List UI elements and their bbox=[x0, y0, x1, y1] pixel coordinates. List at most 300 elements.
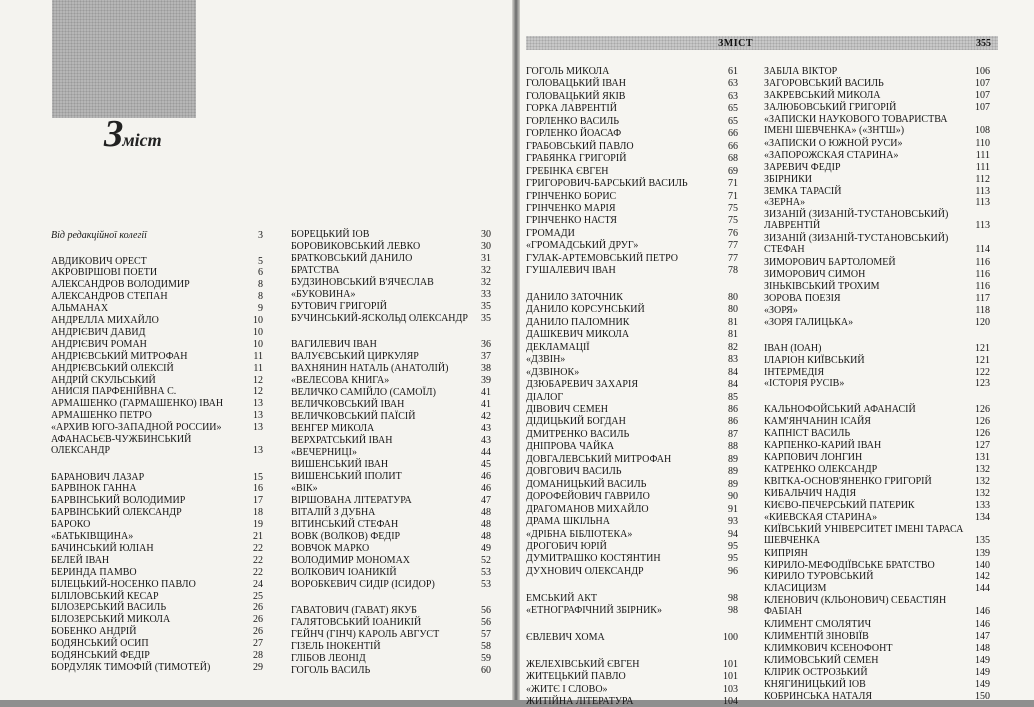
toc-entry-title: АКРОВІРШОВІ ПОЕТИ bbox=[51, 267, 158, 279]
toc-entry-title: «ДРІБНА БІБЛІОТЕКА» bbox=[526, 528, 633, 540]
toc-entry-title: Від редакційної колегії bbox=[51, 230, 147, 241]
toc-entry-title: ЖЕЛЕХІВСЬКИЙ ЄВГЕН bbox=[526, 658, 640, 670]
toc-entry-title: ДМИТРЕНКО ВАСИЛЬ bbox=[526, 428, 630, 440]
toc-entry-title: «ЗАПОРОЖСКАЯ СТАРИНА» bbox=[764, 149, 899, 161]
toc-entry-title: «ЕТНОГРАФІЧНИЙ ЗБІРНИК» bbox=[526, 605, 662, 617]
toc-entry-page: 147 bbox=[975, 631, 990, 643]
toc-entry-page: 26 bbox=[253, 626, 263, 638]
toc-entry-page: 28 bbox=[253, 650, 263, 662]
toc-entry-page: 114 bbox=[975, 244, 990, 256]
toc-entry-title: КАРПОВИЧ ЛОНГИН bbox=[764, 451, 863, 463]
toc-entry-title: ГІЗЕЛЬ ІНОКЕНТІЙ bbox=[291, 640, 381, 652]
toc-entry-page: 35 bbox=[481, 313, 491, 324]
toc-entry-title: ГЛІБОВ ЛЕОНІД bbox=[291, 652, 366, 664]
toc-entry bbox=[764, 114, 990, 136]
toc-entry-page: 93 bbox=[728, 516, 738, 528]
toc-entry-page: 149 bbox=[975, 679, 990, 691]
toc-entry-title: КОБРИНСЬКА НАТАЛЯ bbox=[764, 690, 873, 702]
toc-entry-title: ІВАН (ІОАН) bbox=[764, 342, 822, 354]
toc-entry-page: 121 bbox=[975, 354, 990, 366]
toc-entry-title: ІНТЕРМЕДІЯ bbox=[764, 366, 825, 378]
toc-entry-page: 15 bbox=[253, 471, 263, 483]
toc-entry-title: АНДРІЙ СКУЛЬСЬКИЙ bbox=[51, 374, 156, 386]
toc-entry-title: БОДЯНСЬКИЙ ФЕДІР bbox=[51, 650, 150, 662]
toc-entry-page: 66 bbox=[728, 128, 738, 140]
toc-entry-page: 112 bbox=[975, 173, 990, 185]
toc-entry-page: 85 bbox=[728, 391, 738, 403]
toc-entry-page: 86 bbox=[728, 416, 738, 428]
toc-entry-title: БАРВІНСЬКИЙ ОЛЕКСАНДР bbox=[51, 507, 182, 519]
toc-entry-page: 132 bbox=[975, 463, 990, 475]
toc-entry-title: КЛИМКОВИЧ КСЕНОФОНТ bbox=[764, 643, 893, 655]
toc-entry-page: 6 bbox=[258, 267, 263, 279]
toc-entry-page: 76 bbox=[728, 227, 738, 239]
toc-entry-title: КИБАЛЬЧИЧ НАДІЯ bbox=[764, 487, 857, 499]
toc-entry-title: ДІВОВИЧ СЕМЕН bbox=[526, 404, 608, 416]
toc-entry bbox=[764, 524, 990, 546]
toc-entry-title: «ІСТОРІЯ РУСІВ» bbox=[764, 378, 845, 390]
toc-entry-page: 149 bbox=[975, 667, 990, 679]
toc-entry-page: 47 bbox=[481, 494, 491, 506]
toc-entry-title: «ЖИТЄ І СЛОВО» bbox=[526, 683, 608, 695]
toc-entry-title: ЗИМОРОВИЧ БАРТОЛОМЕЙ bbox=[764, 257, 896, 269]
toc-entry-page: 63 bbox=[728, 90, 738, 102]
toc-entry-page: 8 bbox=[258, 291, 263, 303]
toc-entry-title: АРМАШЕНКО (ГАРМАШЕНКО) ІВАН bbox=[51, 398, 224, 410]
toc-entry bbox=[764, 233, 990, 255]
toc-entry-page: 89 bbox=[728, 453, 738, 465]
toc-entry-page: 101 bbox=[723, 671, 738, 683]
toc-entry-title: ГУШАЛЕВИЧ ІВАН bbox=[526, 265, 616, 277]
toc-entry-title: БАРВІНОК ГАННА bbox=[51, 483, 137, 495]
toc-entry-title: «ВЕЧЕРНИЦІ» bbox=[291, 446, 357, 458]
toc-entry-page: 63 bbox=[728, 78, 738, 90]
toc-entry-title: ВОВЧОК МАРКО bbox=[291, 542, 370, 554]
left-page bbox=[0, 0, 512, 700]
toc-entry-title: ГОЛОВАЦЬКИЙ ІВАН bbox=[526, 78, 626, 90]
toc-entry-title: ВЕНГЕР МИКОЛА bbox=[291, 422, 375, 434]
toc-entry-page: 116 bbox=[975, 257, 990, 269]
toc-entry-page: 110 bbox=[975, 137, 990, 149]
toc-entry-page: 121 bbox=[975, 342, 990, 354]
toc-entry-page: 95 bbox=[728, 553, 738, 565]
toc-entry-title: ЗАГОРОВСЬКИЙ ВАСИЛЬ bbox=[764, 77, 884, 89]
toc-entry-page: 81 bbox=[728, 316, 738, 328]
toc-entry-title: АНДРІЄВИЧ РОМАН bbox=[51, 338, 147, 350]
toc-entry-page: 146 bbox=[975, 606, 990, 618]
book-gutter bbox=[512, 0, 520, 700]
toc-entry-title: ГРІНЧЕНКО МАРІЯ bbox=[526, 202, 616, 214]
toc-entry-page: 113 bbox=[975, 220, 990, 232]
toc-entry-page: 10 bbox=[253, 326, 263, 338]
page-number: 355 bbox=[976, 38, 991, 49]
toc-entry-page: 84 bbox=[728, 366, 738, 378]
toc-entry-title: АФАНАСЬЄВ-ЧУЖБИНСЬКИЙ ОЛЕКСАНДР bbox=[51, 434, 192, 457]
toc-entry-page: 89 bbox=[728, 466, 738, 478]
toc-entry-title: БОРЕЦЬКИЙ ІОВ bbox=[291, 229, 370, 240]
toc-entry-page: 41 bbox=[481, 398, 491, 410]
toc-entry-title: ГУЛАК-АРТЕМОВСЬКИЙ ПЕТРО bbox=[526, 252, 679, 264]
toc-entry-title: БРАТСТВА bbox=[291, 265, 340, 276]
toc-entry-title: ГАВАТОВИЧ (ГАВАТ) ЯКУБ bbox=[291, 604, 417, 616]
toc-entry-title: ГРОМАДИ bbox=[526, 227, 575, 239]
toc-entry-page: 118 bbox=[975, 305, 990, 316]
toc-entry-page: 116 bbox=[975, 281, 990, 293]
toc-entry-title: ВАГИЛЕВИЧ ІВАН bbox=[291, 338, 377, 350]
toc-entry-title: АНДРЕЛЛА МИХАЙЛО bbox=[51, 315, 159, 327]
toc-entry-title: ВИШЕНСЬКИЙ ІПОЛИТ bbox=[291, 470, 402, 482]
toc-entry-title: КАТРЕНКО ОЛЕКСАНДР bbox=[764, 463, 878, 475]
toc-entry-page: 66 bbox=[728, 140, 738, 152]
toc-entry-title: АЛЕКСАНДРОВ ВОЛОДИМИР bbox=[51, 279, 190, 291]
toc-entry-page: 60 bbox=[481, 664, 491, 676]
toc-entry-title: ЗАРЕВИЧ ФЕДІР bbox=[764, 161, 841, 173]
toc-entry-title: БАЧИНСЬКИЙ ЮЛІАН bbox=[51, 542, 154, 554]
toc-entry-page: 22 bbox=[253, 554, 263, 566]
toc-entry-title: «БУКОВИНА» bbox=[291, 289, 356, 300]
toc-entry-title: ГРІНЧЕНКО НАСТЯ bbox=[526, 215, 617, 227]
toc-entry-title: ГОРЛЕНКО ЙОАСАФ bbox=[526, 128, 622, 140]
toc-entry-page: 21 bbox=[253, 531, 263, 543]
toc-entry-title: КЛИМОВСЬКИЙ СЕМЕН bbox=[764, 655, 879, 667]
toc-entry-title: ВАХНЯНИН НАТАЛЬ (АНАТОЛІЙ) bbox=[291, 362, 449, 374]
toc-entry-title: «ЗОРЯ» bbox=[764, 305, 798, 316]
toc-entry-title: ГОГОЛЬ МИКОЛА bbox=[526, 66, 610, 77]
toc-entry-title: ГОРКА ЛАВРЕНТІЙ bbox=[526, 103, 617, 115]
toc-entry-title: КВІТКА-ОСНОВ'ЯНЕНКО ГРИГОРІЙ bbox=[764, 475, 932, 487]
toc-entry-page: 146 bbox=[975, 619, 990, 631]
toc-entry-title: БРАТКОВСЬКИЙ ДАНИЛО bbox=[291, 253, 413, 264]
toc-entry-title: ГАЛЯТОВСЬКИЙ ІОАНИКІЙ bbox=[291, 616, 422, 628]
toc-entry-title: ДЗЮБАРЕВИЧ ЗАХАРІЯ bbox=[526, 379, 638, 391]
toc-entry-page: 30 bbox=[481, 229, 491, 240]
toc-entry-title: АРМАШЕНКО ПЕТРО bbox=[51, 410, 152, 422]
toc-entry-title: ДНІПРОВА ЧАЙКА bbox=[526, 441, 615, 453]
toc-entry-page: 39 bbox=[481, 374, 491, 386]
toc-entry-page: 139 bbox=[975, 547, 990, 559]
toc-entry-page: 80 bbox=[728, 304, 738, 316]
toc-entry-page: 98 bbox=[728, 605, 738, 617]
toc-entry-page: 134 bbox=[975, 511, 990, 523]
toc-entry-title: ДІАЛОГ bbox=[526, 391, 564, 403]
toc-entry-page: 36 bbox=[481, 338, 491, 350]
toc-entry-page: 10 bbox=[253, 338, 263, 350]
toc-entry-page: 57 bbox=[481, 628, 491, 640]
toc-entry-page: 9 bbox=[258, 303, 263, 315]
toc-entry-page: 140 bbox=[975, 559, 990, 571]
toc-entry-page: 69 bbox=[728, 165, 738, 177]
toc-entry-page: 83 bbox=[728, 354, 738, 366]
toc-entry-page: 43 bbox=[481, 434, 491, 446]
toc-entry-title: «ВЕЛЕСОВА КНИГА» bbox=[291, 374, 390, 386]
toc-entry-title: «БАТЬКІВЩИНА» bbox=[51, 531, 134, 543]
toc-entry-title: «ЗОРЯ ГАЛИЦЬКА» bbox=[764, 316, 854, 328]
title-rest: міст bbox=[122, 130, 162, 150]
toc-entry-page: 46 bbox=[481, 482, 491, 494]
toc-entry-title: КАЛЬНОФОЙСЬКИЙ АФАНАСІЙ bbox=[764, 404, 916, 416]
toc-entry-title: «ЗЕРНА» bbox=[764, 197, 806, 209]
toc-entry-page: 148 bbox=[975, 643, 990, 655]
toc-entry-page: 111 bbox=[975, 149, 990, 161]
toc-entry-page: 75 bbox=[728, 215, 738, 227]
toc-entry-page: 78 bbox=[728, 265, 738, 277]
toc-entry-page: 65 bbox=[728, 103, 738, 115]
toc-entry-title: ГРІНЧЕНКО БОРИС bbox=[526, 190, 617, 202]
toc-entry-title: КЛІРИК ОСТРОЗЬКИЙ bbox=[764, 667, 868, 679]
toc-entry-page: 22 bbox=[253, 542, 263, 554]
toc-entry-page: 101 bbox=[723, 658, 738, 670]
toc-entry-page: 32 bbox=[481, 265, 491, 276]
toc-entry-page: 18 bbox=[253, 507, 263, 519]
toc-entry-title: ГОГОЛЬ ВАСИЛЬ bbox=[291, 664, 371, 676]
toc-entry-page: 144 bbox=[975, 583, 990, 595]
toc-entry-title: ЗАКРЕВСЬКИЙ МИКОЛА bbox=[764, 89, 881, 101]
toc-entry-title: ДІДИЦЬКИЙ БОГДАН bbox=[526, 416, 626, 428]
toc-entry-page: 132 bbox=[975, 487, 990, 499]
toc-entry-title: БЕРИНДА ПАМВО bbox=[51, 566, 137, 578]
toc-entry-title: БАРАНОВИЧ ЛАЗАР bbox=[51, 471, 145, 483]
toc-entry-page: 13 bbox=[253, 410, 263, 422]
toc-entry-title: ДАНИЛО КОРСУНСЬКИЙ bbox=[526, 304, 645, 316]
toc-entry-title: ЄВЛЕВИЧ ХОМА bbox=[526, 631, 605, 643]
toc-entry-title: «ЗАПИСКИ НАУКОВОГО ТОВАРИСТВА ІМЕНІ ШЕВЧЕНКА» («ЗНТШ») bbox=[764, 113, 948, 136]
toc-entry-page: 13 bbox=[253, 422, 263, 434]
toc-entry-page: 90 bbox=[728, 491, 738, 503]
toc-entry-page: 126 bbox=[975, 416, 990, 428]
toc-entry-title: «КИЕВСКАЯ СТАРИНА» bbox=[764, 511, 878, 523]
toc-entry-title: ІЛАРІОН КИЇВСЬКИЙ bbox=[764, 354, 865, 366]
toc-entry-page: 26 bbox=[253, 614, 263, 626]
toc-entry-page: 75 bbox=[728, 202, 738, 214]
toc-entry-page: 11 bbox=[253, 362, 263, 374]
toc-entry-title: ВОВК (ВОЛКОВ) ФЕДІР bbox=[291, 530, 401, 542]
toc-entry-page: 43 bbox=[481, 422, 491, 434]
toc-entry-title: КЛАСИЦИЗМ bbox=[764, 583, 827, 595]
toc-entry-page: 10 bbox=[253, 315, 263, 327]
toc-entry-page: 108 bbox=[975, 124, 990, 136]
toc-entry-title: БОРДУЛЯК ТИМОФІЙ (ТИМОТЕЙ) bbox=[51, 661, 211, 673]
toc-entry-title: «ВІК» bbox=[291, 482, 318, 494]
toc-entry-title: ЗБІРНИКИ bbox=[764, 173, 812, 185]
toc-entry-title: КНЯГИНИЦЬКИЙ ІОВ bbox=[764, 679, 866, 691]
toc-entry-page: 96 bbox=[728, 565, 738, 577]
toc-entry-page: 106 bbox=[975, 66, 990, 77]
toc-entry-page: 91 bbox=[728, 503, 738, 515]
toc-entry-page: 42 bbox=[481, 410, 491, 422]
toc-entry-page: 44 bbox=[481, 446, 491, 458]
toc-entry-title: ЗОРОВА ПОЕЗІЯ bbox=[764, 293, 841, 305]
toc-entry-title: БІЛОЗЕРСЬКИЙ ВАСИЛЬ bbox=[51, 602, 167, 614]
toc-entry-title: ГЕЙНЧ (ГІНЧ) КАРОЛЬ АВГУСТ bbox=[291, 628, 440, 640]
toc-entry-title: ГОЛОВАЦЬКИЙ ЯКІВ bbox=[526, 90, 626, 102]
toc-entry-page: 71 bbox=[728, 178, 738, 190]
toc-entry-title: КАПНІСТ ВАСИЛЬ bbox=[764, 428, 851, 440]
toc-entry-title: АЛЕКСАНДРОВ СТЕПАН bbox=[51, 291, 168, 303]
toc-entry-page: 111 bbox=[975, 161, 990, 173]
toc-entry-page: 84 bbox=[728, 379, 738, 391]
title-initial: З bbox=[104, 113, 123, 155]
toc-entry-title: ДАШКЕВИЧ МИКОЛА bbox=[526, 329, 630, 341]
toc-entry-page: 113 bbox=[975, 185, 990, 197]
toc-entry-title: ДОМАНИЦЬКИЙ ВАСИЛЬ bbox=[526, 478, 647, 490]
toc-entry-page: 53 bbox=[481, 566, 491, 578]
toc-entry-page: 71 bbox=[728, 190, 738, 202]
toc-entry-title: ГРЕБІНКА ЄВГЕН bbox=[526, 165, 609, 177]
toc-entry-page: 103 bbox=[723, 683, 738, 695]
toc-entry-title: ЗИМОРОВИЧ СИМОН bbox=[764, 269, 866, 281]
toc-entry bbox=[51, 434, 263, 456]
toc-entry-page: 46 bbox=[481, 470, 491, 482]
toc-entry-title: КАМ'ЯНЧАНИН ІСАЙЯ bbox=[764, 416, 871, 428]
toc-entry-page: 77 bbox=[728, 240, 738, 252]
toc-entry-page: 88 bbox=[728, 441, 738, 453]
toc-entry-page: 81 bbox=[728, 329, 738, 341]
toc-entry bbox=[764, 595, 990, 617]
toc-entry-title: ДУМИТРАШКО КОСТЯНТИН bbox=[526, 553, 661, 565]
toc-entry-title: АЛЬМАНАХ bbox=[51, 303, 109, 315]
toc-entry-title: ЕМСЬКИЙ АКТ bbox=[526, 592, 598, 604]
toc-entry-page: 45 bbox=[481, 458, 491, 470]
toc-entry-title: ДАНИЛО ПАЛОМНИК bbox=[526, 316, 630, 328]
toc-entry-title: ВЕРХРАТСЬКИЙ ІВАН bbox=[291, 434, 393, 446]
toc-entry-page: 17 bbox=[253, 495, 263, 507]
toc-entry-page: 12 bbox=[253, 374, 263, 386]
toc-entry-page: 133 bbox=[975, 499, 990, 511]
toc-entry-page: 82 bbox=[728, 341, 738, 353]
toc-entry-page: 135 bbox=[975, 534, 990, 546]
toc-entry-title: ЗАБІЛА ВІКТОР bbox=[764, 66, 838, 77]
toc-entry-title: БІЛОЗЕРСЬКИЙ МИКОЛА bbox=[51, 614, 171, 626]
toc-entry-title: АНИСІЯ ПАРФЕНІЙВНА С. bbox=[51, 386, 177, 398]
toc-entry-page: 37 bbox=[481, 350, 491, 362]
toc-entry-page: 29 bbox=[253, 661, 263, 673]
toc-entry-page: 8 bbox=[258, 279, 263, 291]
toc-entry-title: БУЧИНСЬКИЙ-ЯСКОЛЬД ОЛЕКСАНДР bbox=[291, 313, 468, 324]
toc-entry-title: ЗІНЬКІВСЬКИЙ ТРОХИМ bbox=[764, 281, 880, 293]
toc-entry-title: «ГРОМАДСЬКИЙ ДРУГ» bbox=[526, 240, 639, 252]
toc-entry-title: КЛЕНОВИЧ (КЛЬОНОВИЧ) СЕБАСТІЯН ФАБІАН bbox=[764, 595, 947, 618]
toc-entry-page: 58 bbox=[481, 640, 491, 652]
toc-entry-title: БУТОВИЧ ГРИГОРІЙ bbox=[291, 301, 387, 312]
toc-entry-title: «АРХИВ ЮГО-ЗАПАДНОЙ РОССИИ» bbox=[51, 422, 222, 434]
toc-entry-title: ВАЛУЄВСЬКИЙ ЦИРКУЛЯР bbox=[291, 350, 419, 362]
toc-entry-page: 127 bbox=[975, 440, 990, 452]
toc-entry-page: 22 bbox=[253, 566, 263, 578]
toc-entry-page: 19 bbox=[253, 519, 263, 531]
toc-entry-page: 149 bbox=[975, 655, 990, 667]
toc-entry-title: ВИШЕНСЬКИЙ ІВАН bbox=[291, 458, 389, 470]
toc-entry-title: ВІТАЛІЙ З ДУБНА bbox=[291, 506, 376, 518]
toc-entry-page: 13 bbox=[253, 398, 263, 410]
toc-entry-page: 107 bbox=[975, 89, 990, 101]
toc-entry-title: ВЕЛИЧКО САМІЙЛО (САМОЇЛ) bbox=[291, 386, 436, 398]
toc-entry-page: 77 bbox=[728, 252, 738, 264]
toc-entry-title: БАРВІНСЬКИЙ ВОЛОДИМИР bbox=[51, 495, 186, 507]
toc-entry-title: ВІРШОВАНА ЛІТЕРАТУРА bbox=[291, 494, 412, 506]
toc-entry-title: «ЗАПИСКИ О ЮЖНОЙ РУСИ» bbox=[764, 137, 903, 149]
toc-entry-page: 48 bbox=[481, 518, 491, 530]
toc-entry-title: ВЕЛИЧКОВСЬКИЙ ПАЇСІЙ bbox=[291, 410, 416, 422]
toc-entry-page: 123 bbox=[975, 378, 990, 390]
toc-entry-title: ДРАМА ШКІЛЬНА bbox=[526, 516, 610, 528]
toc-entry-title: «ДЗВІН» bbox=[526, 354, 566, 366]
toc-entry-page: 150 bbox=[975, 690, 990, 702]
toc-entry-title: КИЄВО-ПЕЧЕРСЬКИЙ ПАТЕРИК bbox=[764, 499, 915, 511]
toc-entry-page: 120 bbox=[975, 316, 990, 328]
toc-entry-title: АВДИКОВИЧ ОРЕСТ bbox=[51, 255, 147, 267]
toc-entry-title: БУДЗИНОВСЬКИЙ В'ЯЧЕСЛАВ bbox=[291, 277, 434, 288]
toc-entry-title: ЗАЛЮБОВСЬКИЙ ГРИГОРІЙ bbox=[764, 101, 897, 113]
toc-entry-page: 56 bbox=[481, 616, 491, 628]
toc-entry-page: 27 bbox=[253, 638, 263, 650]
toc-entry bbox=[764, 209, 990, 231]
toc-entry-page: 33 bbox=[481, 289, 491, 300]
toc-entry-page: 48 bbox=[481, 506, 491, 518]
toc-entry-title: ДОВГОВИЧ ВАСИЛЬ bbox=[526, 466, 622, 478]
toc-entry-title: КЛИМЕНТ СМОЛЯТИЧ bbox=[764, 619, 872, 631]
toc-entry-title: ВОЛКОВИЧ ІОАНИКІЙ bbox=[291, 566, 397, 578]
toc-entry-page: 87 bbox=[728, 428, 738, 440]
toc-entry-title: КИРИЛО-МЕФОДІЇВСЬКЕ БРАТСТВО bbox=[764, 559, 935, 571]
toc-entry-page: 126 bbox=[975, 404, 990, 416]
toc-entry-title: ГОРЛЕНКО ВАСИЛЬ bbox=[526, 115, 619, 127]
toc-entry-page: 3 bbox=[258, 230, 263, 241]
toc-entry-page: 12 bbox=[253, 386, 263, 398]
toc-entry-title: БАРОКО bbox=[51, 519, 91, 531]
toc-entry-title: ВІТИНСЬКИЙ СТЕФАН bbox=[291, 518, 399, 530]
toc-entry-title: КИЇВСЬКИЙ УНІВЕРСИТЕТ ІМЕНІ ТАРАСА ШЕВЧЕНКА bbox=[764, 523, 964, 546]
toc-entry-page: 16 bbox=[253, 483, 263, 495]
toc-entry-page: 52 bbox=[481, 554, 491, 566]
toc-entry-page: 31 bbox=[481, 253, 491, 264]
toc-entry-page: 100 bbox=[723, 631, 738, 643]
toc-entry-page: 95 bbox=[728, 540, 738, 552]
toc-entry-title: ЗИЗАНІЙ (ЗИЗАНІЙ-ТУСТАНОВСЬКИЙ) СТЕФАН bbox=[764, 233, 949, 256]
decorative-gray-block bbox=[52, 0, 196, 118]
toc-entry-page: 35 bbox=[481, 301, 491, 312]
toc-entry-page: 113 bbox=[975, 197, 990, 209]
toc-entry-page: 126 bbox=[975, 428, 990, 440]
right-page bbox=[520, 0, 1034, 707]
toc-entry-page: 107 bbox=[975, 77, 990, 89]
toc-entry-title: БОРОВИКОВСЬКИЙ ЛЕВКО bbox=[291, 241, 421, 252]
toc-entry-title: ЗИЗАНІЙ (ЗИЗАНІЙ-ТУСТАНОВСЬКИЙ) ЛАВРЕНТІЙ bbox=[764, 209, 949, 232]
toc-entry-page: 89 bbox=[728, 478, 738, 490]
toc-entry-page: 94 bbox=[728, 528, 738, 540]
toc-entry-page: 26 bbox=[253, 602, 263, 614]
toc-entry-page: 65 bbox=[728, 115, 738, 127]
toc-entry-title: БОДЯНСЬКИЙ ОСИП bbox=[51, 638, 149, 650]
toc-entry-page: 68 bbox=[728, 153, 738, 165]
toc-entry-page: 117 bbox=[975, 293, 990, 305]
toc-entry-page: 98 bbox=[728, 592, 738, 604]
toc-entry-title: АНДРІЄВИЧ ДАВИД bbox=[51, 326, 146, 338]
toc-entry-title: КЛИМЕНТІЙ ЗІНОВІЇВ bbox=[764, 631, 869, 643]
toc-entry-page: 142 bbox=[975, 571, 990, 583]
toc-entry-title: ГРАБОВСЬКИЙ ПАВЛО bbox=[526, 140, 634, 152]
toc-entry-page: 49 bbox=[481, 542, 491, 554]
toc-entry-title: АНДРІЄВСЬКИЙ МИТРОФАН bbox=[51, 350, 188, 362]
toc-entry-page: 131 bbox=[975, 451, 990, 463]
toc-entry-title: КИРИЛО ТУРОВСЬКИЙ bbox=[764, 571, 874, 583]
toc-entry-title: ГРАБЯНКА ГРИГОРІЙ bbox=[526, 153, 627, 165]
toc-entry-title: БІЛЕЦЬКИЙ-НОСЕНКО ПАВЛО bbox=[51, 578, 196, 590]
toc-entry-title: ДРАГОМАНОВ МИХАЙЛО bbox=[526, 503, 649, 515]
toc-entry-page: 13 bbox=[253, 445, 263, 457]
toc-entry-title: БІЛІЛОВСЬКИЙ КЕСАР bbox=[51, 590, 159, 602]
toc-entry-page: 86 bbox=[728, 404, 738, 416]
toc-entry-page: 11 bbox=[253, 350, 263, 362]
